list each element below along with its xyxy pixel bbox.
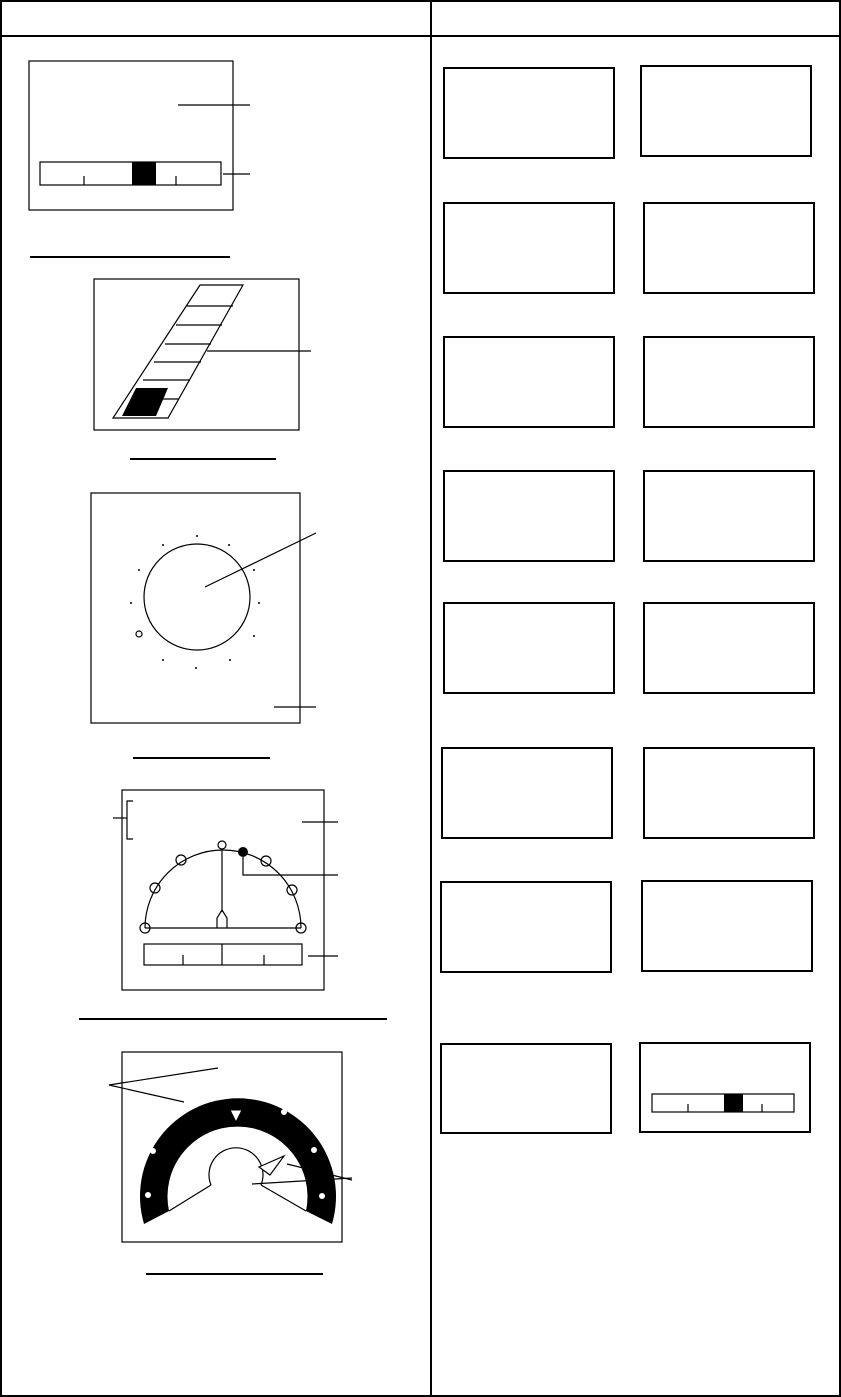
bracket <box>127 801 133 839</box>
answer-panel <box>444 471 614 561</box>
answer-panel <box>644 337 814 427</box>
arc-gauge-hub <box>209 1148 263 1185</box>
answer-panel <box>444 603 614 693</box>
bar-pointer <box>132 162 156 185</box>
answer-panel <box>641 66 811 156</box>
semicircle-bar-scale <box>144 944 302 965</box>
answer-panel <box>644 203 814 293</box>
answer-panel <box>444 337 614 427</box>
answer-panel <box>441 882 611 972</box>
callout-line <box>205 533 316 587</box>
answer-panel <box>442 748 612 838</box>
callout-line <box>109 1085 184 1102</box>
arc-gauge-indicator-figure <box>109 1052 352 1274</box>
needle-base <box>217 910 227 928</box>
dial-marker <box>136 631 142 637</box>
answer-panel <box>644 603 814 693</box>
horizontal-bar-scale <box>40 162 221 185</box>
horizontal-bar-indicator-figure <box>29 61 250 257</box>
slanted-scale-indicator-figure <box>94 279 311 459</box>
answer-panel <box>441 1044 611 1133</box>
callout-line <box>252 1178 352 1184</box>
dial-tick-dots <box>130 535 260 669</box>
bar-pointer <box>724 1094 743 1112</box>
answer-panel <box>444 203 614 293</box>
circular-dial-indicator-figure <box>91 493 316 758</box>
semicircle-arc <box>145 850 301 928</box>
answer-panel-grid <box>441 66 814 1133</box>
dial-circle <box>144 544 250 650</box>
slanted-scale-rungs <box>131 306 233 399</box>
slanted-scale-pointer <box>122 388 168 416</box>
answer-panel-with-bar <box>640 1043 810 1132</box>
answer-panel <box>444 68 614 158</box>
semicircle-markers <box>140 841 306 933</box>
callout-line <box>109 1068 218 1085</box>
semicircle-meter-indicator-figure <box>79 790 387 1019</box>
answer-panel <box>644 471 814 561</box>
answer-panel <box>644 748 814 838</box>
answer-panel <box>642 881 812 971</box>
